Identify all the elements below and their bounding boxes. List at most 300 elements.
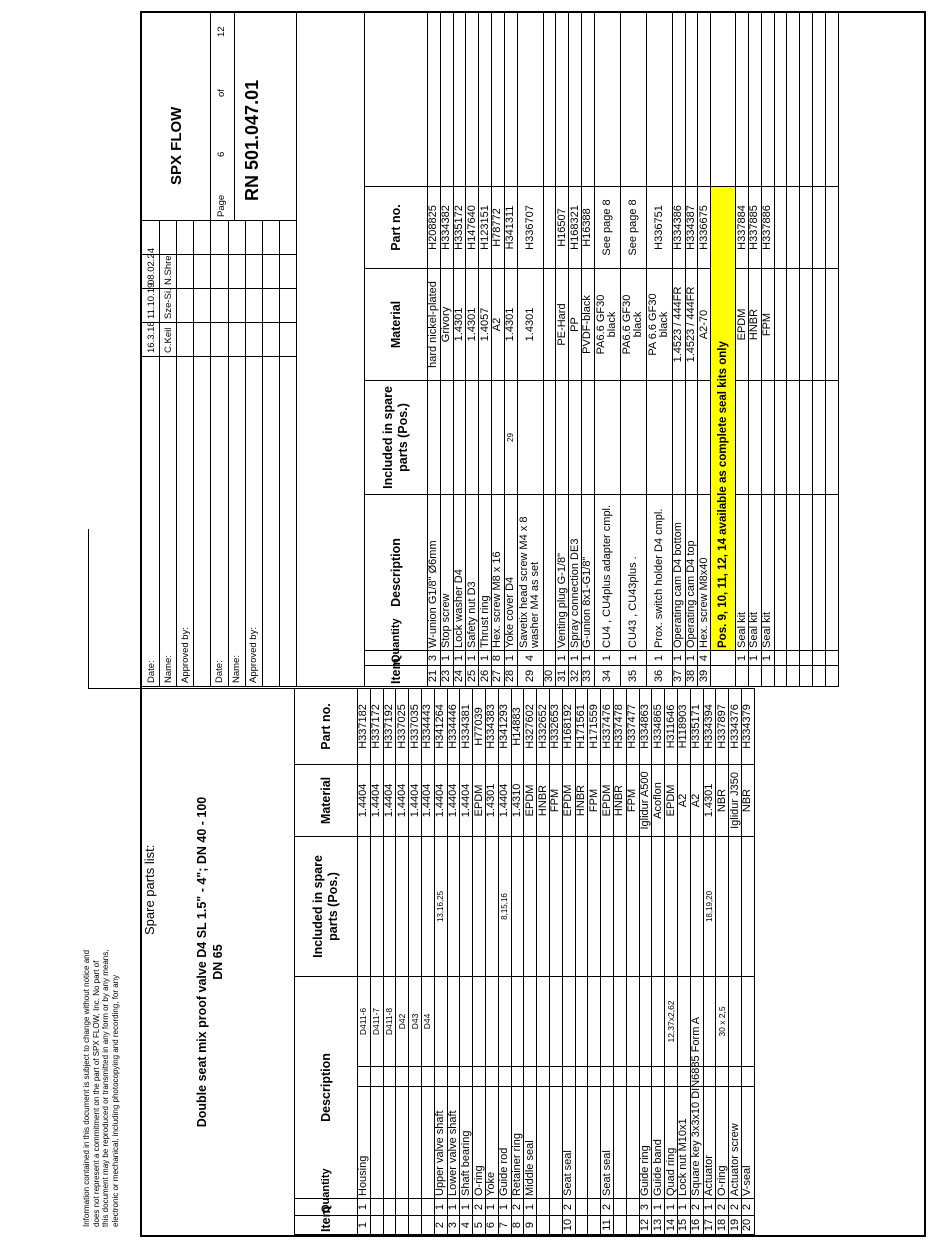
material-cell: 1.4301 — [466, 269, 479, 381]
table-row — [588, 688, 601, 1234]
sub-description-cell — [562, 976, 575, 1066]
material-cell: HNBR — [575, 764, 588, 836]
quantity-cell: 1 — [434, 1199, 447, 1216]
part-no-cell: H336675 — [698, 187, 711, 269]
col-material: Material — [295, 764, 358, 836]
description-cell: Hex. screw M8x40 — [698, 495, 711, 651]
sub-description-cell: D411-8 — [383, 976, 396, 1066]
item-cell — [748, 666, 761, 687]
included-cell — [447, 836, 460, 976]
material-cell: A2-70 — [698, 269, 711, 381]
sub-description-cell — [460, 976, 473, 1066]
material-cell: 1.4404 — [447, 764, 460, 836]
quantity-cell: 1 — [703, 1199, 716, 1216]
table-row — [504, 13, 517, 687]
table-row — [729, 688, 742, 1234]
sub-description-cell — [601, 976, 614, 1066]
material-cell: 1.4404 — [498, 764, 511, 836]
description-cell: Seal kit — [761, 495, 774, 651]
item-cell — [736, 666, 749, 687]
description-cell: Yoke cover D4 — [504, 495, 517, 651]
quantity-cell: 2 — [473, 1199, 486, 1216]
item-cell: 20 — [741, 1216, 754, 1235]
item-cell: 31 — [556, 666, 569, 687]
item-cell: 35 — [620, 666, 646, 687]
quantity-cell — [711, 651, 736, 666]
sub-description-cell — [703, 976, 716, 1066]
sub-description-cell — [434, 976, 447, 1066]
part-no-cell: H337476 — [601, 688, 614, 764]
table-row — [716, 688, 729, 1234]
material-cell: Acoflon — [652, 764, 665, 836]
empty-cell — [825, 495, 838, 651]
quantity-cell — [537, 1199, 550, 1216]
empty-row — [787, 13, 800, 687]
sub-description-cell — [511, 976, 524, 1066]
spacer-cell — [549, 1067, 562, 1087]
empty-cell — [825, 187, 838, 269]
description-cell — [543, 495, 556, 651]
quantity-cell: 1 — [581, 651, 594, 666]
spacer-cell — [511, 1067, 524, 1087]
blank-cell — [685, 13, 698, 187]
material-cell: 1.4523 / 444FR — [685, 269, 698, 381]
material-cell: 1.4301 — [504, 269, 517, 381]
table-header-row — [365, 13, 428, 687]
col-material: Material — [365, 269, 428, 381]
sub-description-cell — [498, 976, 511, 1066]
table-row — [543, 13, 556, 687]
table-row — [698, 13, 711, 687]
spacer-cell — [460, 1067, 473, 1087]
empty-cell — [800, 651, 813, 666]
included-cell — [396, 836, 409, 976]
item-cell: 39 — [698, 666, 711, 687]
part-no-cell: H337478 — [613, 688, 626, 764]
item-cell — [613, 1216, 626, 1235]
included-cell — [761, 381, 774, 495]
material-cell: 1.4523 / 444FR — [672, 269, 685, 381]
item-cell — [370, 1216, 383, 1235]
included-cell — [537, 836, 550, 976]
description-cell: Square key 3x3x10 DIN6885 Form A — [690, 1087, 703, 1199]
empty-cell — [774, 495, 787, 651]
table-row — [690, 688, 703, 1234]
included-cell — [460, 836, 473, 976]
spacer-cell — [601, 1067, 614, 1087]
blank-cell — [569, 13, 582, 187]
spacer-cell — [703, 1067, 716, 1087]
blank-cell — [556, 13, 569, 187]
included-cell — [569, 381, 582, 495]
disclaimer — [82, 927, 120, 1227]
material-cell: EPDM — [473, 764, 486, 836]
material-cell: 1.4404 — [421, 764, 434, 836]
spacer-cell — [370, 1067, 383, 1087]
empty-cell — [774, 13, 787, 187]
blank-cell — [620, 13, 646, 187]
table-row — [440, 13, 453, 687]
empty-cell — [812, 13, 825, 187]
spacer-cell — [729, 1067, 742, 1087]
col-item: Item — [365, 666, 428, 687]
approved-label: Approved by: — [180, 627, 191, 683]
material-cell: 1.4404 — [358, 764, 371, 836]
item-cell — [396, 1216, 409, 1235]
spacer-cell — [741, 1067, 754, 1087]
spacer-cell — [652, 1067, 665, 1087]
spacer-cell — [498, 1067, 511, 1087]
table-row — [517, 13, 543, 687]
quantity-cell — [549, 1199, 562, 1216]
blank-cell — [736, 13, 749, 187]
blank-cell — [672, 13, 685, 187]
description-cell: Shaft bearing — [460, 1087, 473, 1199]
item-cell: 5 — [473, 1216, 486, 1235]
page-number: 6 — [216, 151, 227, 157]
item-cell: 32 — [569, 666, 582, 687]
title-line-2: DN 65 — [211, 944, 225, 980]
part-no-cell: H337035 — [409, 688, 422, 764]
included-cell — [698, 381, 711, 495]
description-line: washer M4 as set — [529, 561, 542, 648]
material-cell: hard nickel-plated — [428, 269, 441, 381]
of-label: of — [216, 89, 227, 97]
item-cell — [383, 1216, 396, 1235]
col-quantity: Quantity — [295, 1199, 358, 1216]
empty-row — [825, 13, 838, 687]
description-cell — [575, 1087, 588, 1199]
quantity-cell: 1 — [556, 651, 569, 666]
material-cell: FPM — [588, 764, 601, 836]
part-no-cell — [543, 187, 556, 269]
col-description: Description — [295, 976, 358, 1198]
item-cell — [761, 666, 774, 687]
item-cell: 38 — [685, 666, 698, 687]
col-quantity: Quantity — [365, 651, 428, 666]
included-cell — [626, 836, 639, 976]
table-row — [626, 688, 639, 1234]
material-cell — [620, 269, 646, 381]
table-row — [549, 688, 562, 1234]
item-cell: 4 — [460, 1216, 473, 1235]
part-no-cell: H341264 — [434, 688, 447, 764]
included-cell — [601, 836, 614, 976]
page-label: Page — [216, 194, 227, 217]
part-no-cell: H171559 — [588, 688, 601, 764]
material-cell: EPDM — [601, 764, 614, 836]
part-no-cell: H336751 — [646, 187, 672, 269]
quantity-cell: 2 — [729, 1199, 742, 1216]
quantity-cell: 1 — [685, 651, 698, 666]
description-cell — [613, 1087, 626, 1199]
item-cell — [421, 1216, 434, 1235]
included-cell: 8,15,16 — [498, 836, 511, 976]
material-cell: 1.4404 — [396, 764, 409, 836]
empty-cell — [800, 269, 813, 381]
description-cell: Seal kit — [736, 495, 749, 651]
description-cell: Quad ring — [665, 1087, 678, 1199]
included-cell — [466, 381, 479, 495]
part-no-cell: H168192 — [562, 688, 575, 764]
included-cell — [677, 836, 690, 976]
date-label: Date: — [146, 660, 157, 683]
item-cell: 33 — [581, 666, 594, 687]
quantity-cell — [575, 1199, 588, 1216]
seal-kit-row — [736, 13, 749, 687]
table-row — [741, 688, 754, 1234]
description-cell: Hex. screw M8 x 16 — [491, 495, 504, 651]
included-cell — [741, 836, 754, 976]
part-no-cell: H334382 — [440, 187, 453, 269]
quantity-cell: 1 — [594, 651, 620, 666]
material-cell: EPDM — [562, 764, 575, 836]
quantity-cell — [409, 1199, 422, 1216]
material-line: black — [606, 311, 619, 338]
quantity-cell: 1 — [569, 651, 582, 666]
spacer-cell — [485, 1067, 498, 1087]
quantity-cell — [383, 1199, 396, 1216]
item-cell: 6 — [485, 1216, 498, 1235]
blank-cell — [698, 13, 711, 187]
material-line: black — [658, 311, 671, 338]
empty-cell — [812, 495, 825, 651]
included-cell — [594, 381, 620, 495]
quantity-cell — [588, 1199, 601, 1216]
sub-description-cell — [652, 976, 665, 1066]
blank-cell — [543, 13, 556, 187]
page-total: 12 — [216, 26, 227, 37]
item-cell — [409, 1216, 422, 1235]
quantity-cell: 1 — [504, 651, 517, 666]
empty-cell — [774, 187, 787, 269]
quantity-cell: 4 — [517, 651, 543, 666]
table-row — [473, 688, 486, 1234]
item-cell: 2 — [434, 1216, 447, 1235]
included-cell — [690, 836, 703, 976]
quantity-cell: 2 — [690, 1199, 703, 1216]
item-cell: 26 — [479, 666, 492, 687]
material-cell: 1.4301 — [517, 269, 543, 381]
description-cell: O-ring — [473, 1087, 486, 1199]
description-cell — [537, 1087, 550, 1199]
material-cell: HNBR — [613, 764, 626, 836]
sub-description-cell: D411-6 — [358, 976, 371, 1066]
included-cell — [588, 836, 601, 976]
description-cell: Lock washer D4 — [453, 495, 466, 651]
empty-cell — [812, 269, 825, 381]
sub-description-cell — [537, 976, 550, 1066]
description-cell — [549, 1087, 562, 1199]
description-cell: Thrust ring — [479, 495, 492, 651]
material-cell: NBR — [741, 764, 754, 836]
description-line: Savetix head screw M4 x 8 — [518, 516, 531, 648]
part-no-cell: H171561 — [575, 688, 588, 764]
blank-cell — [466, 13, 479, 187]
material-cell — [646, 269, 672, 381]
quantity-cell: 1 — [460, 1199, 473, 1216]
description-cell: Seal kit — [748, 495, 761, 651]
included-cell — [479, 381, 492, 495]
quantity-cell — [396, 1199, 409, 1216]
description-cell — [626, 1087, 639, 1199]
part-no-cell: H334381 — [460, 688, 473, 764]
table-row — [613, 688, 626, 1234]
material-cell: FPM — [761, 269, 774, 381]
material-cell: 1.4404 — [370, 764, 383, 836]
spacer-cell — [575, 1067, 588, 1087]
part-no-cell: H337182 — [358, 688, 371, 764]
blank-cell — [581, 13, 594, 187]
table-row — [639, 688, 652, 1234]
part-no-cell: H334863 — [639, 688, 652, 764]
part-no-cell: H311646 — [665, 688, 678, 764]
included-cell — [613, 836, 626, 976]
quantity-cell: 1 — [453, 651, 466, 666]
included-cell — [549, 836, 562, 976]
part-no-cell: H334383 — [485, 688, 498, 764]
quantity-cell: 1 — [748, 651, 761, 666]
item-cell: 36 — [646, 666, 672, 687]
description-cell: Lower valve shaft — [447, 1087, 460, 1199]
item-cell: 27 — [491, 666, 504, 687]
material-cell: 1.4310 — [511, 764, 524, 836]
item-cell: 16 — [690, 1216, 703, 1235]
included-cell — [370, 836, 383, 976]
sub-description-cell: D43 — [409, 976, 422, 1066]
part-no-cell: H337897 — [716, 688, 729, 764]
material-cell: Grivory — [440, 269, 453, 381]
description-cell — [409, 1087, 422, 1199]
table-row — [685, 13, 698, 687]
spacer-cell — [537, 1067, 550, 1087]
table-row — [396, 688, 409, 1234]
empty-cell — [774, 269, 787, 381]
quantity-cell: 1 — [485, 1199, 498, 1216]
part-no-cell: H337884 — [736, 187, 749, 269]
item-cell: 8 — [511, 1216, 524, 1235]
sub-description-cell — [485, 976, 498, 1066]
date-label-2: Date: — [214, 660, 225, 683]
part-no-cell: H337886 — [761, 187, 774, 269]
quantity-cell: 8 — [491, 651, 504, 666]
disclaimer-line: electronic or mechanical, including photocopying and recording, for any — [110, 974, 120, 1227]
empty-cell — [774, 381, 787, 495]
item-cell: 1 — [358, 1216, 371, 1235]
part-no-cell: H208825 — [428, 187, 441, 269]
empty-cell — [800, 187, 813, 269]
name-3: N.Shre — [163, 255, 174, 285]
material-line: PA6.6 GF30 — [621, 294, 634, 355]
material-line: PA6.6 GF30 — [595, 294, 608, 355]
table-row — [562, 688, 575, 1234]
blank-cell — [711, 13, 736, 187]
part-no-cell: H168321 — [569, 187, 582, 269]
included-cell — [620, 381, 646, 495]
material-cell: 1.4404 — [434, 764, 447, 836]
part-no-cell: H335172 — [453, 187, 466, 269]
description-cell: Stop screw — [440, 495, 453, 651]
included-cell — [672, 381, 685, 495]
included-cell — [428, 381, 441, 495]
blank-cell — [517, 13, 543, 187]
item-cell: 10 — [562, 1216, 575, 1235]
quantity-cell — [370, 1199, 383, 1216]
included-cell — [736, 381, 749, 495]
description-cell: Housing — [358, 1087, 371, 1199]
table-row — [665, 688, 678, 1234]
spacer-cell — [473, 1067, 486, 1087]
blank-cell — [594, 13, 620, 187]
empty-cell — [787, 269, 800, 381]
description-cell: Operating cam D4 bottom — [672, 495, 685, 651]
quantity-cell: 1 — [524, 1199, 537, 1216]
blank-cell — [428, 13, 441, 187]
disclaimer-line: this document may be reproduced or transmitted in any form or by any means, — [101, 949, 111, 1227]
material-cell: 1.4301 — [703, 764, 716, 836]
description-cell — [383, 1087, 396, 1199]
spacer-cell — [613, 1067, 626, 1087]
quantity-cell: 1 — [447, 1199, 460, 1216]
included-cell — [440, 381, 453, 495]
description-cell: CU43 , CU43plus . — [620, 495, 646, 651]
description-cell: Lock nut M10x1 — [677, 1087, 690, 1199]
item-cell: 34 — [594, 666, 620, 687]
quantity-cell: 1 — [646, 651, 672, 666]
item-cell: 30 — [543, 666, 556, 687]
document-title — [194, 689, 226, 1235]
description-cell: Upper valve shaft — [434, 1087, 447, 1199]
table-row — [594, 13, 620, 687]
quantity-cell: 1 — [498, 1199, 511, 1216]
part-no-cell: H334387 — [685, 187, 698, 269]
company-name: SPX FLOW — [168, 106, 185, 185]
included-cell — [383, 836, 396, 976]
description-cell — [517, 495, 543, 651]
quantity-cell — [626, 1199, 639, 1216]
table-row — [358, 688, 371, 1234]
document-frame — [140, 11, 926, 1237]
item-cell — [575, 1216, 588, 1235]
sub-description-cell: D44 — [421, 976, 434, 1066]
part-no-cell: H337885 — [748, 187, 761, 269]
material-line: PA 6.6 GF30 — [647, 293, 660, 356]
quantity-cell: 1 — [358, 1199, 371, 1216]
included-cell: 13,16,25 — [434, 836, 447, 976]
seal-kit-row — [748, 13, 761, 687]
table-row — [460, 688, 473, 1234]
included-cell — [748, 381, 761, 495]
sub-description-cell — [524, 976, 537, 1066]
blank-cell — [479, 13, 492, 187]
disclaimer-line: does not represent a commitment on the part of SPX FLOW, Inc. No part of — [91, 960, 101, 1227]
included-cell: 18,19,20 — [703, 836, 716, 976]
table-row — [556, 13, 569, 687]
part-no-cell: H327602 — [524, 688, 537, 764]
approved-label-2: Approved by: — [248, 627, 259, 683]
blank-cell — [748, 13, 761, 187]
table-row — [447, 688, 460, 1234]
table-row — [620, 13, 646, 687]
title-line-1: Double seat mix proof valve D4 SL 1.5" - 4"; DN 40 - 100 — [195, 796, 209, 1128]
spacer-cell — [421, 1067, 434, 1087]
quantity-cell: 2 — [741, 1199, 754, 1216]
table-row — [672, 13, 685, 687]
col-description: Description — [365, 495, 428, 651]
sub-description-cell: 12,37x2,62 — [665, 976, 678, 1066]
sub-description-cell — [729, 976, 742, 1066]
part-no-cell: H341311 — [504, 187, 517, 269]
